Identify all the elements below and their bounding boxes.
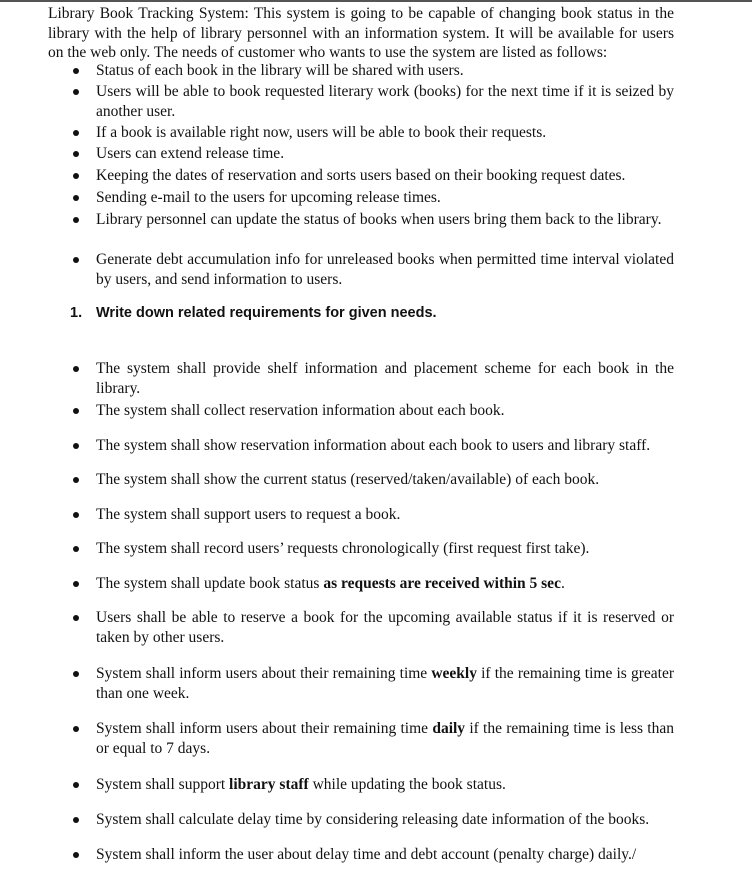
bullet-icon bbox=[73, 512, 79, 518]
requirement-item: The system shall collect reservation information about each book. bbox=[96, 401, 674, 421]
requirement-item: The system shall provide shelf information and placement scheme for each book in the library. bbox=[96, 359, 674, 398]
question-heading bbox=[70, 304, 670, 322]
requirement-item: System shall support library staff while updating the book status. bbox=[96, 775, 674, 795]
bullet-icon bbox=[73, 257, 79, 263]
requirement-item: System shall inform users about their remaining time weekly if the remaining time is greater than one week. bbox=[96, 664, 674, 703]
requirement-item: System shall inform users about their remaining time daily if the remaining time is less than or equal to 7 days. bbox=[96, 719, 674, 758]
bullet-icon bbox=[73, 782, 79, 788]
need-item: If a book is available right now, users will be able to book their requests. bbox=[96, 123, 674, 143]
requirement-item: Users shall be able to reserve a book for the upcoming available status if it is reserved or taken by other users. bbox=[96, 608, 674, 647]
need-item: Users can extend release time. bbox=[96, 144, 674, 164]
requirement-item: The system shall record users’ requests chronologically (first request first take). bbox=[96, 539, 674, 559]
bullet-icon bbox=[73, 151, 79, 157]
bullet-icon bbox=[73, 615, 79, 621]
bullet-icon bbox=[73, 217, 79, 223]
need-item: Generate debt accumulation info for unreleased books when permitted time interval violated by users, and send information to users. bbox=[96, 250, 674, 289]
requirement-item: System shall inform the user about delay time and debt account (penalty charge) daily./ bbox=[96, 845, 674, 865]
question-number: 1. bbox=[70, 305, 83, 321]
question-text: Write down related requirements for given needs. bbox=[96, 305, 437, 321]
bullet-icon bbox=[73, 443, 79, 449]
need-item: Library personnel can update the status of books when users bring them back to the library. bbox=[96, 210, 674, 230]
bullet-icon bbox=[73, 852, 79, 858]
bullet-icon bbox=[73, 726, 79, 732]
bullet-icon bbox=[73, 546, 79, 552]
bullet-icon bbox=[73, 581, 79, 587]
need-item: Users will be able to book requested literary work (books) for the next time if it is seized by another user. bbox=[96, 82, 674, 121]
need-item: Sending e-mail to the users for upcoming release times. bbox=[96, 188, 674, 208]
bullet-icon bbox=[73, 477, 79, 483]
need-item: Status of each book in the library will be shared with users. bbox=[96, 61, 674, 81]
bullet-icon bbox=[73, 68, 79, 74]
requirement-item: The system shall support users to request a book. bbox=[96, 505, 674, 525]
bullet-icon bbox=[73, 408, 79, 414]
requirement-item: System shall calculate delay time by considering releasing date information of the books. bbox=[96, 810, 674, 830]
bullet-icon bbox=[73, 195, 79, 201]
need-item: Keeping the dates of reservation and sorts users based on their booking request dates. bbox=[96, 166, 674, 186]
bullet-icon bbox=[73, 89, 79, 95]
bullet-icon bbox=[73, 130, 79, 136]
requirement-item: The system shall update book status as requests are received within 5 sec. bbox=[96, 574, 674, 594]
requirement-item: The system shall show the current status (reserved/taken/available) of each book. bbox=[96, 470, 674, 490]
bullet-icon bbox=[73, 817, 79, 823]
requirement-item: The system shall show reservation information about each book to users and library staff. bbox=[96, 436, 674, 456]
page-top-rule bbox=[0, 0, 752, 2]
bullet-icon bbox=[73, 366, 79, 372]
intro-paragraph: Library Book Tracking System: This system is going to be capable of changing book status in the library with the help of library personnel with an information system. It will be available for users on the web only. The needs of customer who wants to use the system are listed as follows: bbox=[48, 5, 674, 61]
bullet-icon bbox=[73, 671, 79, 677]
bullet-icon bbox=[73, 173, 79, 179]
